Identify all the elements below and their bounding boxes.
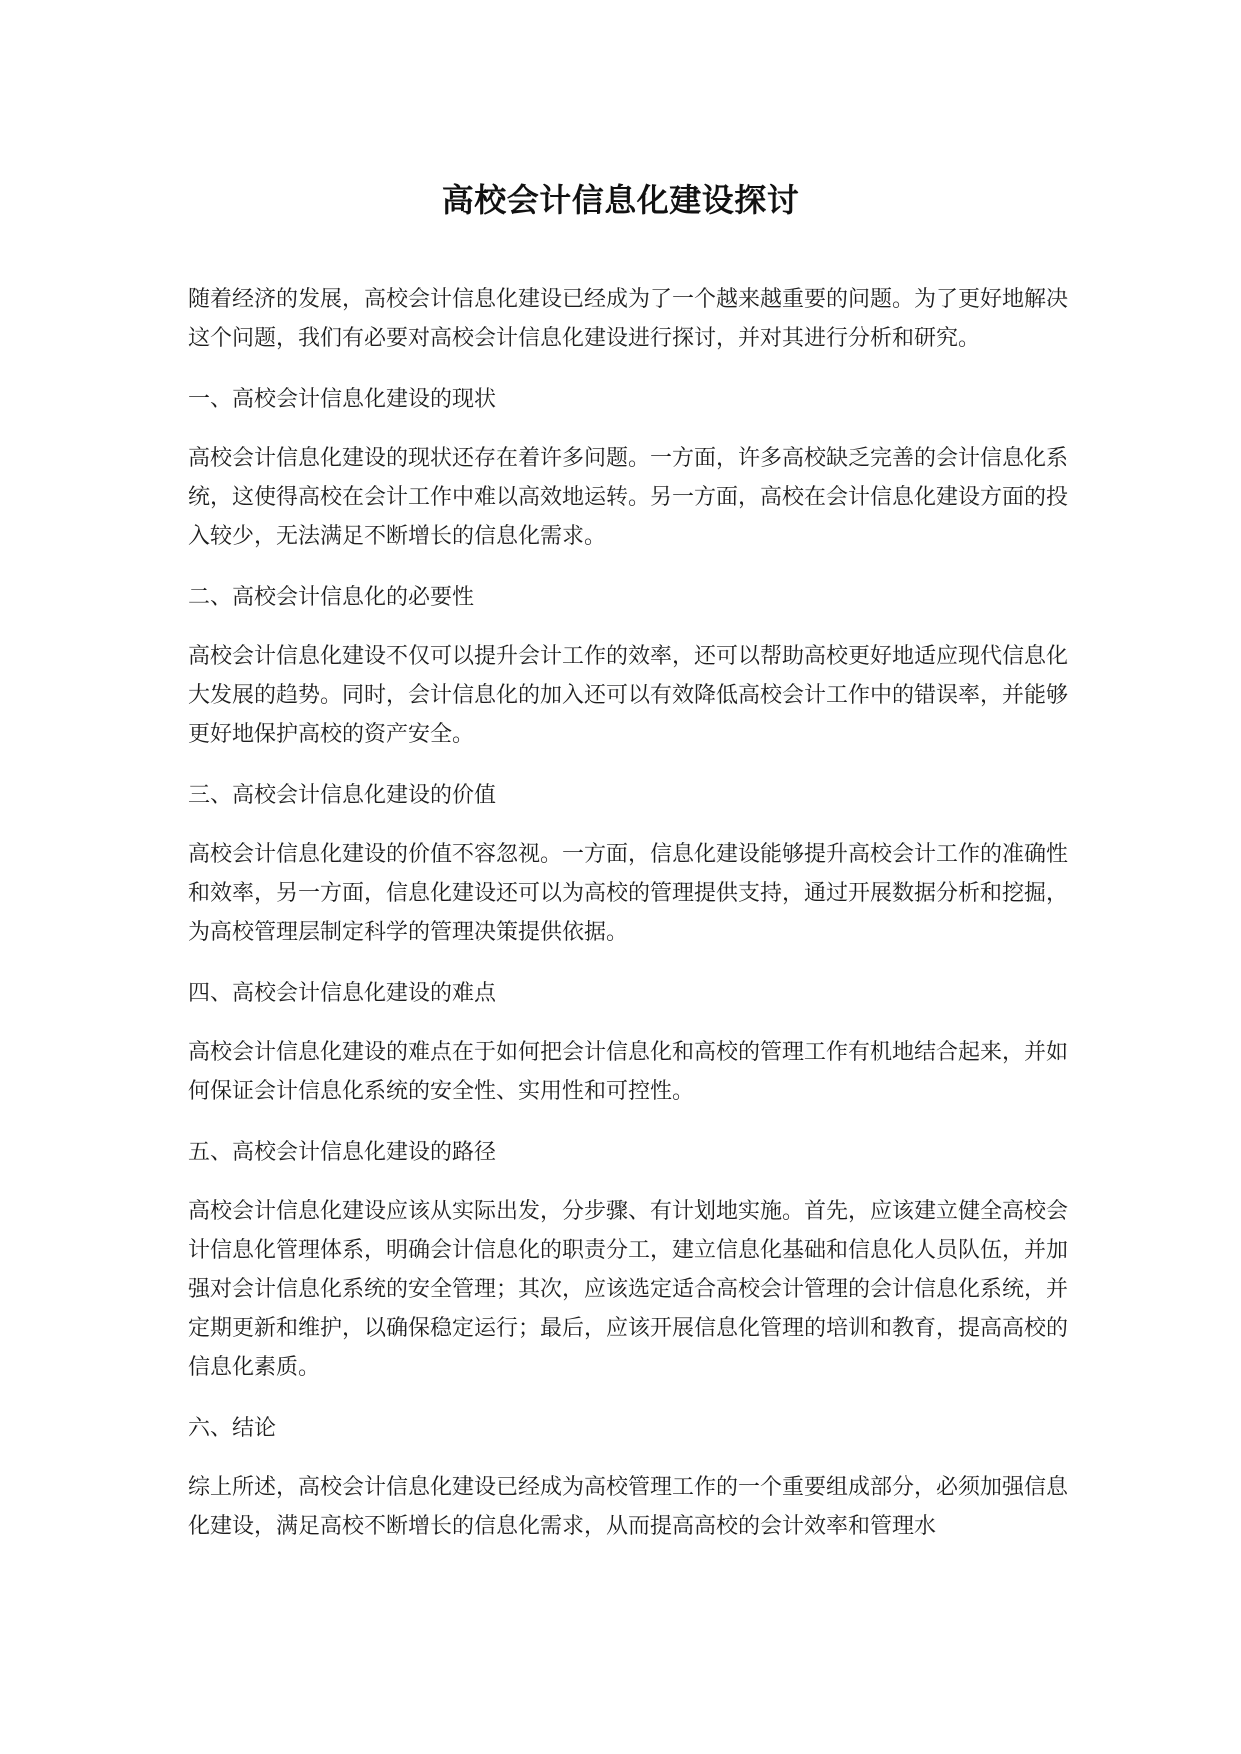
section-body-difficulties: 高校会计信息化建设的难点在于如何把会计信息化和高校的管理工作有机地结合起来，并如何保证会计信息化系统的安全性、实用性和可控性。	[188, 1040, 1069, 1104]
section-body-conclusion: 综上所述，高校会计信息化建设已经成为高校管理工作的一个重要组成部分，必须加强信息化建设，满足高校不断增长的信息化需求，从而提高高校的会计效率和管理水	[188, 1475, 1069, 1539]
section-heading-status: 一、高校会计信息化建设的现状	[188, 387, 497, 412]
section-heading-conclusion: 六、结论	[188, 1416, 277, 1441]
intro-paragraph: 随着经济的发展，高校会计信息化建设已经成为了一个越来越重要的问题。为了更好地解决这个问题，我们有必要对高校会计信息化建设进行探讨，并对其进行分析和研究。	[188, 287, 1069, 351]
section-body-path: 高校会计信息化建设应该从实际出发，分步骤、有计划地实施。首先，应该建立健全高校会计信息化管理体系，明确会计信息化的职责分工，建立信息化基础和信息化人员队伍，并加强对会计信息化系统的安全管理；其次，应该选定适合高校会计管理的会计信息化系统，并定期更新和维护，以确保稳定运行；最后，应该开展信息化管理的培训和教育，提高高校的信息化素质。	[188, 1199, 1069, 1380]
section-body-necessity: 高校会计信息化建设不仅可以提升会计工作的效率，还可以帮助高校更好地适应现代信息化大发展的趋势。同时，会计信息化的加入还可以有效降低高校会计工作中的错误率，并能够更好地保护高校的资产安全。	[188, 644, 1069, 747]
section-heading-path: 五、高校会计信息化建设的路径	[188, 1140, 497, 1165]
section-heading-difficulties: 四、高校会计信息化建设的难点	[188, 981, 497, 1006]
section-body-value: 高校会计信息化建设的价值不容忽视。一方面，信息化建设能够提升高校会计工作的准确性和效率，另一方面，信息化建设还可以为高校的管理提供支持，通过开展数据分析和挖掘，为高校管理层制定科学的管理决策提供依据。	[188, 842, 1069, 945]
section-body-status: 高校会计信息化建设的现状还存在着许多问题。一方面，许多高校缺乏完善的会计信息化系统，这使得高校在会计工作中难以高效地运转。另一方面，高校在会计信息化建设方面的投入较少，无法满足不断增长的信息化需求。	[188, 446, 1069, 549]
section-heading-value: 三、高校会计信息化建设的价值	[188, 783, 497, 808]
document-title: 高校会计信息化建设探讨	[441, 181, 800, 219]
section-heading-necessity: 二、高校会计信息化的必要性	[188, 585, 475, 610]
document-body	[188, 280, 1068, 1568]
